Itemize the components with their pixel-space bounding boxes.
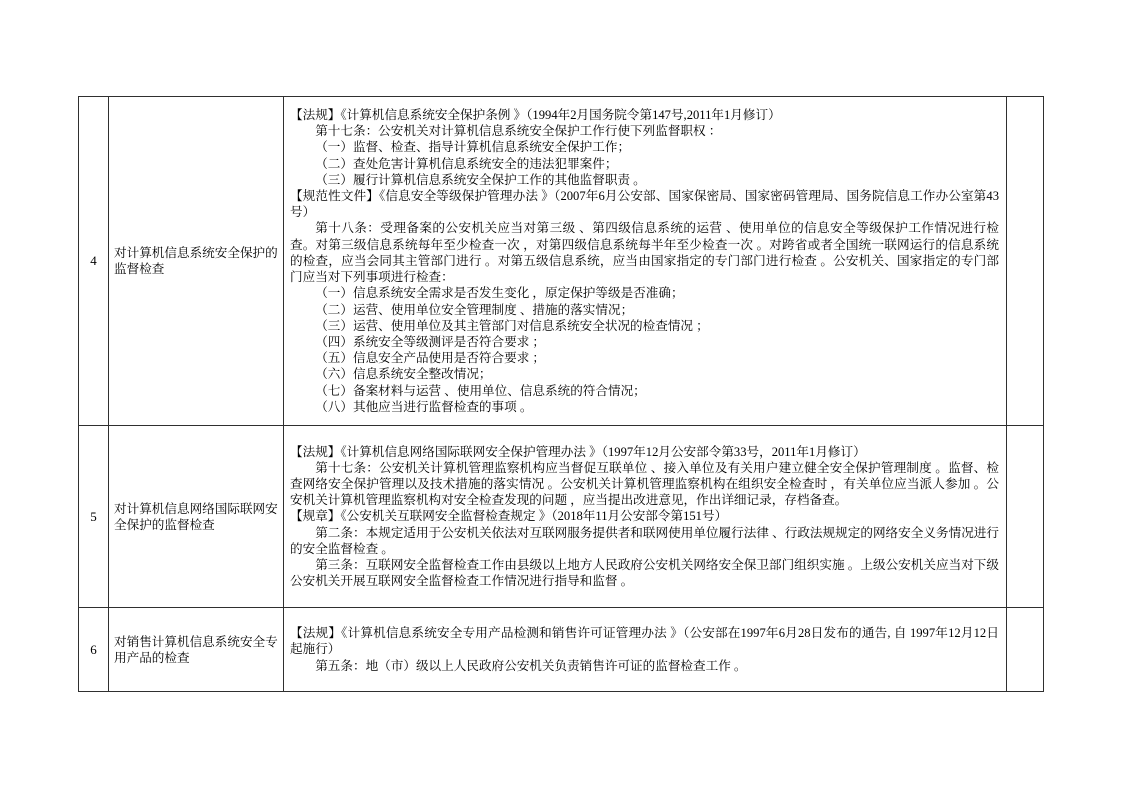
content-paragraph: （八）其他应当进行监督检查的事项 。: [315, 399, 533, 414]
content-paragraph: （二）运营、使用单位安全管理制度 、措施的落实情况；: [315, 302, 634, 317]
content-paragraph: （五）信息安全产品使用是否符合要求 ；: [315, 351, 546, 366]
content-paragraph: 第十七条：公安机关计算机管理监察机构应当督促互联单位 、接入单位及有关用户建立健全安全保护管理制度 。监督、检查网络安全保护管理以及技术措施的落实情况 。公安机关计算机管理监察机构在组织安全检查时 ，有关单位应当派人参加 。公安机关计算机管理监察机构对安全检查发现的问题 ，应当提出改进意见，作出详细记录，存档备查。: [290, 460, 999, 508]
content-paragraph: 【规范性文件】《信息安全等级保护管理办法 》（2007年6月公安部、国家保密局、国家密码管理局、国务院信息工作办公室第43号）: [290, 189, 999, 220]
content-paragraph: 【法规】《计算机信息系统安全专用产品检测和销售许可证管理办法 》（公安部在1997年6月28日发布的通告, 自 1997年12月12日起施行）: [290, 626, 999, 657]
content-paragraph: 【法规】《计算机信息网络国际联网安全保护管理办法 》（1997年12月公安部令第33号，2011年1月修订）: [290, 444, 866, 459]
content-paragraph: （一）监督、检查、指导计算机信息系统安全保护工作；: [315, 140, 631, 155]
row-remark-cell-empty: [1007, 97, 1044, 426]
content-paragraph: 【法规】《计算机信息系统安全保护条例 》（1994年2月国务院令第147号,2011年1月修订）: [290, 108, 781, 123]
document-page: [78, 96, 1044, 692]
row-content: [284, 426, 1007, 608]
row-title: 对计算机信息网络国际联网安全保护的监督检查: [109, 426, 284, 608]
content-paragraph: 第五条：地（市）级以上人民政府公安机关负责销售许可证的监督检查工作 。: [315, 658, 747, 673]
row-number: 5: [79, 426, 109, 608]
content-paragraph: 第二条：本规定适用于公安机关依法对互联网服务提供者和联网使用单位履行法律 、行政法规规定的网络安全义务情况进行的安全监督检查 。: [290, 525, 999, 556]
content-paragraph: 第三条：互联网安全监督检查工作由县级以上地方人民政府公安机关网络安全保卫部门组织实施 。上级公安机关应当对下级公安机关开展互联网安全监督检查工作情况进行指导和监督 。: [290, 558, 999, 589]
row-content: [284, 608, 1007, 692]
row-content: [284, 97, 1007, 426]
content-paragraph: （四）系统安全等级测评是否符合要求 ；: [315, 334, 546, 349]
content-paragraph: 第十八条：受理备案的公安机关应当对第三级 、第四级信息系统的运营 、使用单位的信息安全等级保护工作情况进行检查。对第三级信息系统每年至少检查一次 ，对第四级信息系统每半年至少检查一次 。对跨省或者全国统一联网运行的信息系统的检查，应当会同其主管部门进行 。对第五级信息系统，应当由国家指定的专门部门进行检查 。公安机关、国家指定的专门部门应当对下列事项进行检查：: [290, 221, 999, 285]
table-row: [79, 426, 1044, 608]
content-paragraph: （三）履行计算机信息系统安全保护工作的其他监督职责 。: [315, 172, 646, 187]
content-paragraph: （三）运营、使用单位及其主管部门对信息系统安全状况的检查情况 ；: [315, 318, 709, 333]
content-paragraph: （七）备案材料与运营 、使用单位、信息系统的符合情况；: [315, 383, 646, 398]
table-row: [79, 97, 1044, 426]
table-row: [79, 608, 1044, 692]
row-remark-cell-empty: [1007, 608, 1044, 692]
row-remark-cell-empty: [1007, 426, 1044, 608]
content-paragraph: 【规章】《公安机关互联网安全监督检查规定 》（2018年11月公安部令第151号）: [290, 509, 728, 524]
row-number: 6: [79, 608, 109, 692]
content-paragraph: （六）信息系统安全整改情况；: [315, 367, 492, 382]
row-number: 4: [79, 97, 109, 426]
row-title: 对销售计算机信息系统安全专用产品的检查: [109, 608, 284, 692]
content-paragraph: 第十七条：公安机关对计算机信息系统安全保护工作行使下列监督职权 ：: [315, 124, 722, 139]
regulation-inspection-table: [78, 96, 1044, 692]
row-title: 对计算机信息系统安全保护的监督检查: [109, 97, 284, 426]
table-body: [79, 97, 1044, 692]
content-paragraph: （二）查处危害计算机信息系统安全的违法犯罪案件；: [315, 156, 618, 171]
content-paragraph: （一）信息系统安全需求是否发生变化 ，原定保护等级是否准确；: [315, 286, 684, 301]
